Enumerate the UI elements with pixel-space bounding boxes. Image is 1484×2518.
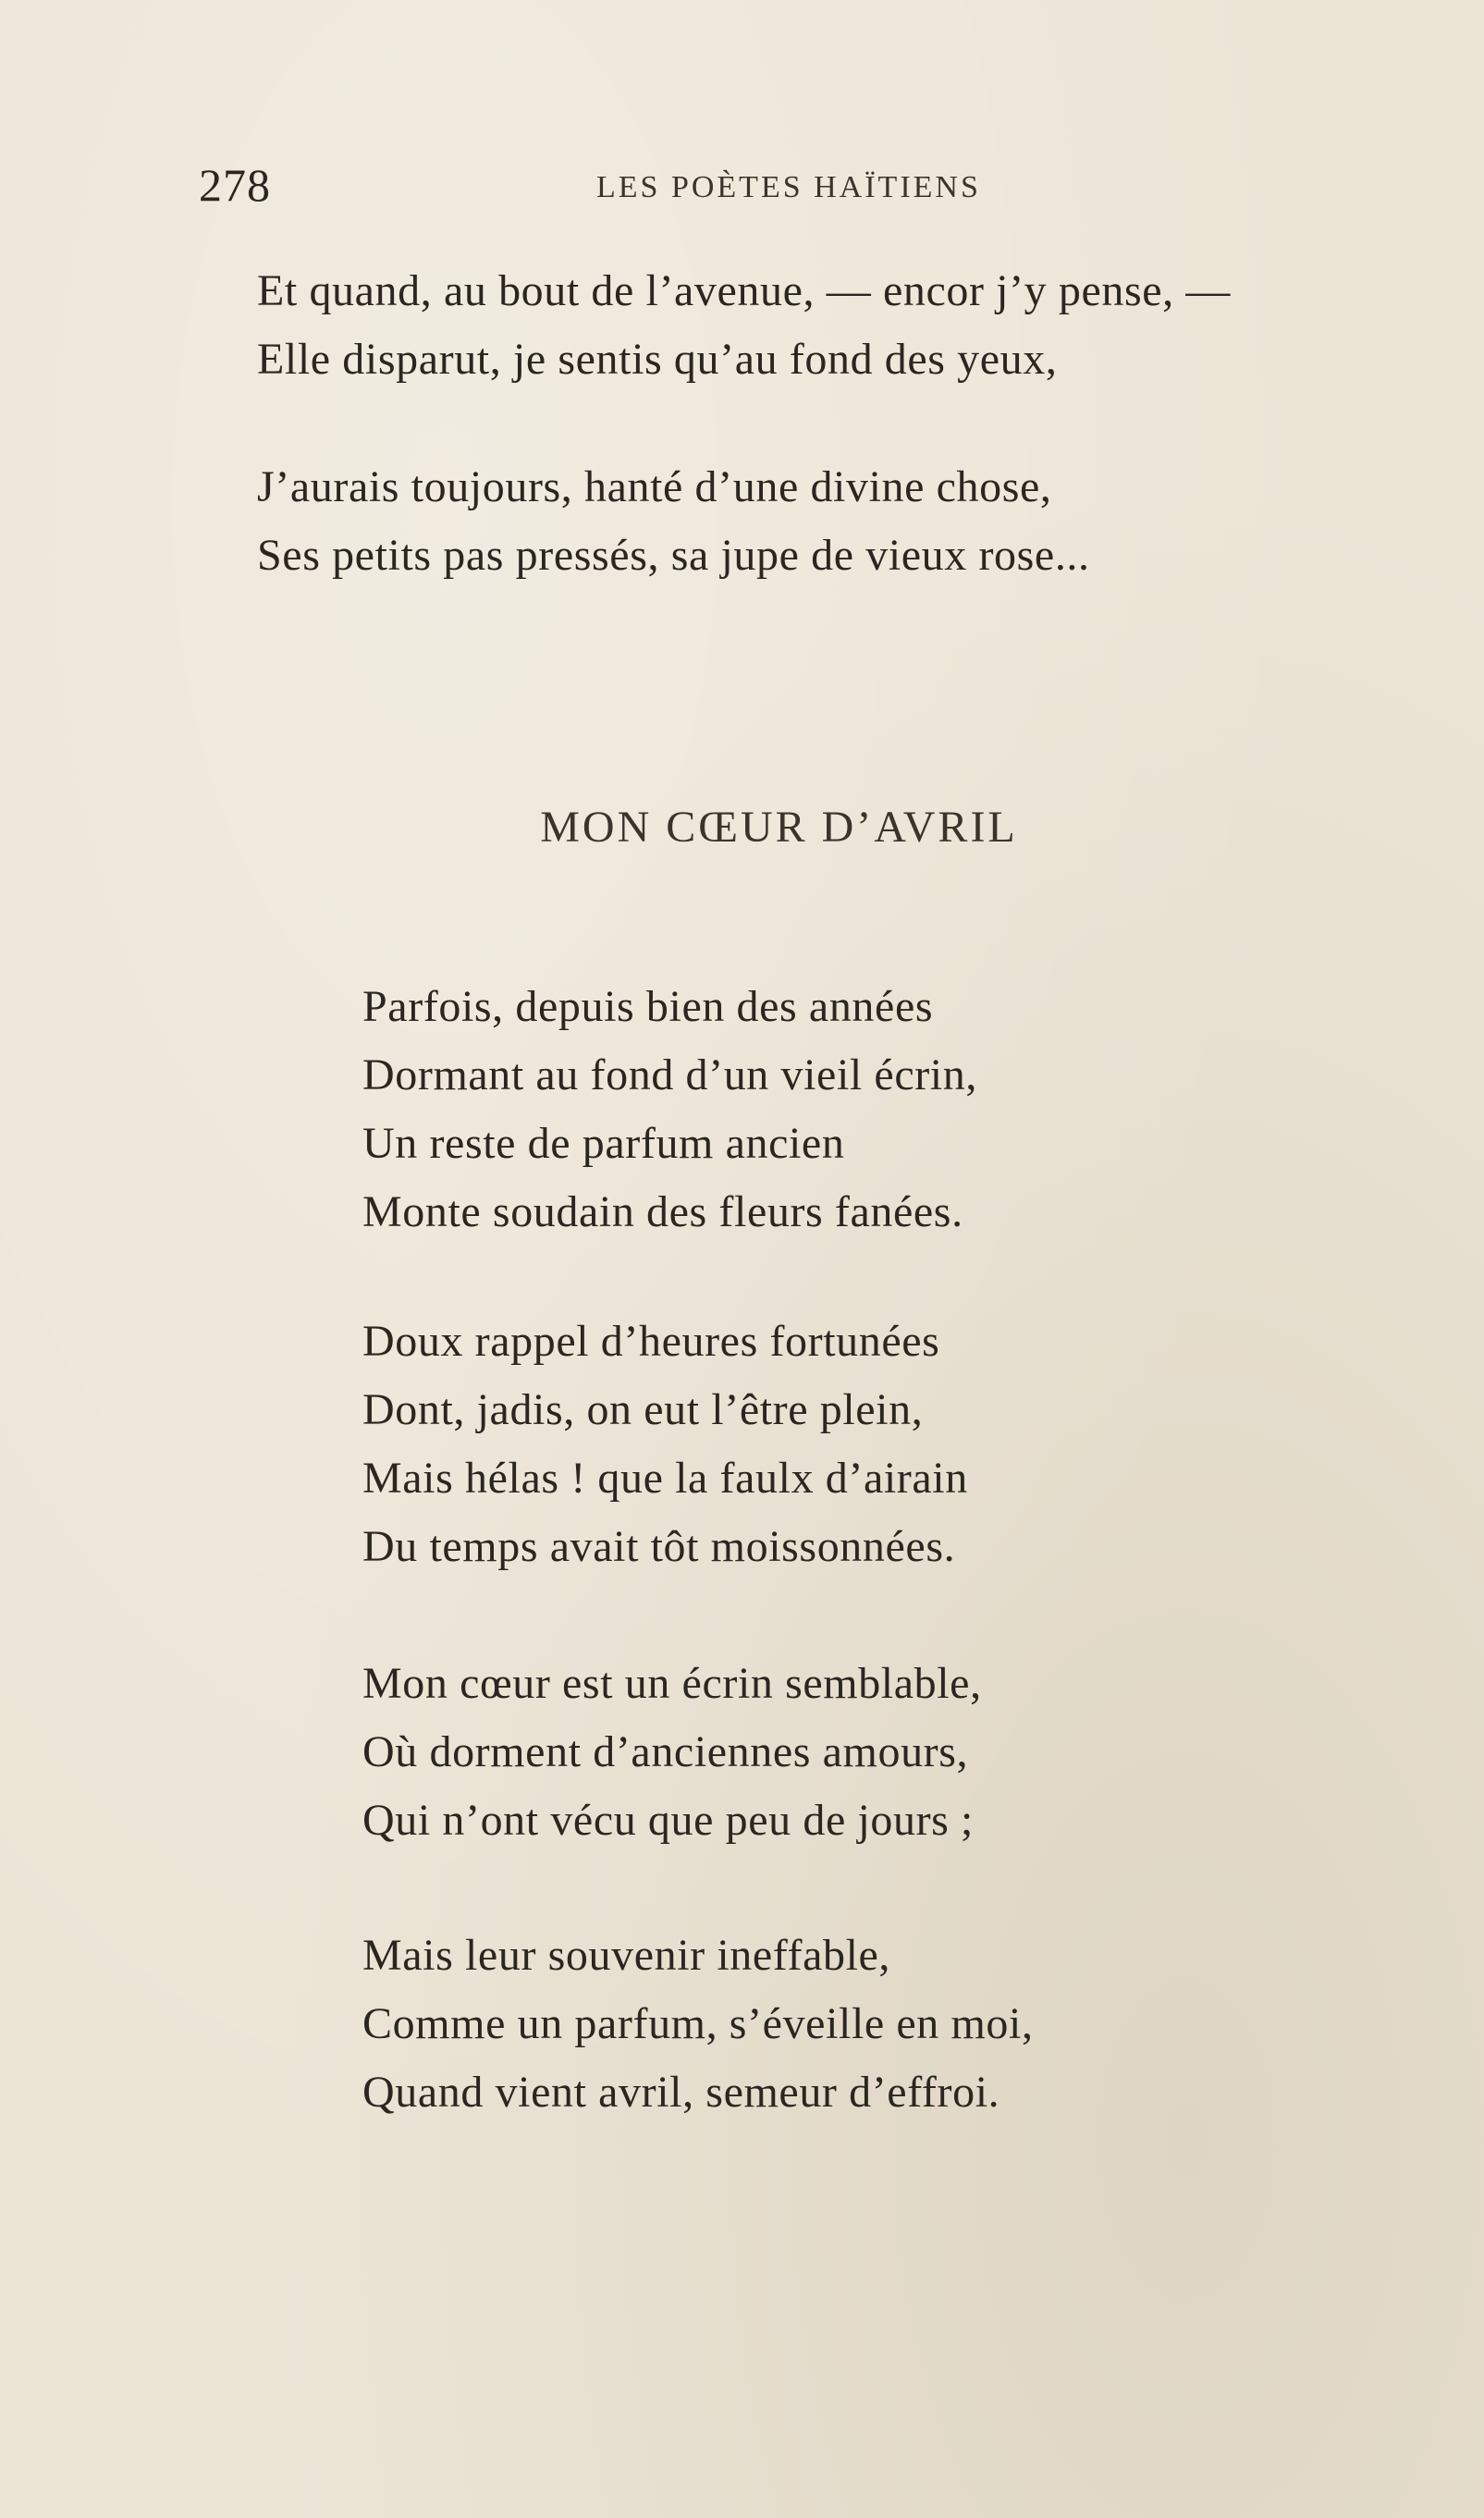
verse-line: Mon cœur est un écrin semblable, xyxy=(362,1659,982,1708)
verse-line: Elle disparut, je sentis qu’au fond des yeux, xyxy=(257,335,1058,384)
verse-line: Où dorment d’anciennes amours, xyxy=(362,1727,969,1776)
poem-stanza-4 xyxy=(362,1922,1034,2127)
verse-line: Mais hélas ! que la faulx d’airain xyxy=(362,1454,968,1503)
page-number: 278 xyxy=(199,159,271,211)
poem-stanza-1 xyxy=(362,973,977,1247)
verse-line: Quand vient avril, semeur d’effroi. xyxy=(362,2068,1000,2117)
running-header xyxy=(199,157,1031,213)
previous-poem-stanza-2 xyxy=(257,453,1090,590)
poem-title: MON CŒUR D’AVRIL xyxy=(540,803,1018,852)
running-title: LES POÈTES HAÏTIENS xyxy=(596,170,981,204)
verse-line: Ses petits pas pressés, sa jupe de vieux rose... xyxy=(257,531,1090,580)
verse-line: Mais leur souvenir ineffable, xyxy=(362,1931,891,1980)
previous-poem-stanza-1 xyxy=(257,257,1231,394)
verse-line: Dont, jadis, on eut l’être plein, xyxy=(362,1385,924,1434)
verse-line: Comme un parfum, s’éveille en moi, xyxy=(362,1999,1034,2048)
poem-stanza-2 xyxy=(362,1308,968,1581)
verse-line: J’aurais toujours, hanté d’une divine chose, xyxy=(257,462,1052,511)
verse-line: Dormant au fond d’un vieil écrin, xyxy=(362,1050,977,1099)
verse-line: Un reste de parfum ancien xyxy=(362,1119,845,1168)
verse-line: Parfois, depuis bien des années xyxy=(362,982,934,1031)
poem-stanza-3 xyxy=(362,1650,982,1855)
verse-line: Et quand, au bout de l’avenue, — encor j’y pense, — xyxy=(257,266,1231,315)
verse-line: Qui n’ont vécu que peu de jours ; xyxy=(362,1796,974,1845)
verse-line: Du temps avait tôt moissonnées. xyxy=(362,1522,956,1571)
verse-line: Monte soudain des fleurs fanées. xyxy=(362,1187,963,1236)
verse-line: Doux rappel d’heures fortunées xyxy=(362,1317,940,1366)
